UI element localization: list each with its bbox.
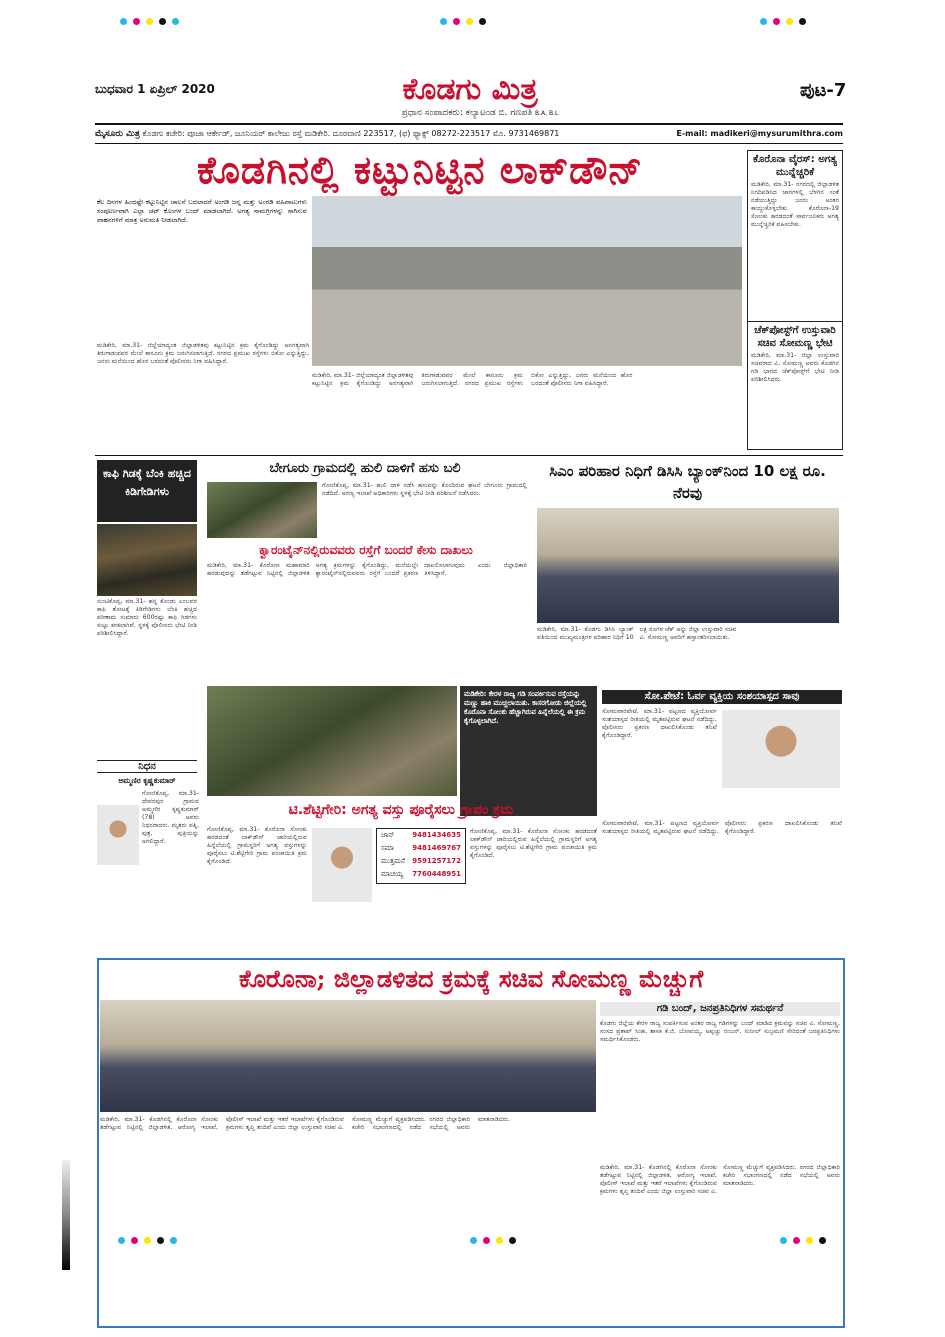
corona-body: ಮಡಿಕೇರಿ, ಮಾ.31- ನಗರದಲ್ಲಿ ಜಿಲ್ಲಾಡಳಿತ ನಿಗದಿಪಡಿಸಿದ ಜಾಗಗಳಲ್ಲಿ ಬೆಳಗಿನ ಸಂತೆ ನಡೆಯುತ್ತಿದ್ದು ಜನರು ಅಂತರ ಕಾಯ್ದುಕೊಳ್ಳಬೇಕು. ಕೊರೊನಾ-19 ಸೋಂಕು ಹರಡದಂತೆ ಸಾರ್ವಜನಿಕರು ಅಗತ್ಯ ಮುನ್ನೆಚ್ಚರಿಕೆ ವಹಿಸಬೇಕು. [751,181,839,228]
border-closure-photo [207,686,457,796]
sidebar-box [747,150,843,450]
meeting-photo [100,1000,596,1112]
contact-phone: 9481469767 [412,844,461,852]
contact-phone: 9481434635 [412,831,461,839]
bottom-headline: ಕೊರೊನಾ; ಜಿಲ್ಲಾಡಳಿತದ ಕ್ರಮಕ್ಕೆ ಸಚಿವ ಸೋಮಣ್ಣ ಮೆಚ್ಚುಗೆ [238,964,704,993]
obituary-title: ನಿಧನ [97,760,197,773]
lead-body-col2: ಮಡಿಕೇರಿ, ಮಾ.31- ಜಿಲ್ಲೆಯಾದ್ಯಂತ ಜಿಲ್ಲಾಡಳಿತವು ಕಟ್ಟುನಿಟ್ಟಿನ ಕ್ರಮ ಕೈಗೊಂಡಿದ್ದು ಅನಗತ್ಯವಾಗಿ ತಿರುಗಾಡುವವರ ಮೇಲೆ ಕಾನೂನು ಕ್ರಮ ಜರುಗಿಸಲಾಗುತ್ತಿದೆ. ನಗರದ ಪ್ರಮುಖ ರಸ್ತೆಗಳು ಬಿಕೋ ಎನ್ನುತ್ತಿದ್ದು, ಜನರು ಮನೆಯಿಂದ ಹೊರ ಬರದಂತೆ ಪೊಲೀಸರು ನಿಗಾ ವಹಿಸಿದ್ದಾರೆ. [312,372,633,387]
office-address: ಕೊಡಗು ಕಚೇರಿ: ಪೂಜಾ ಆರ್ಕೇಡ್, ಜೂನಿಯರ್ ಕಾಲೇಜು ರಸ್ತೆ ಮಡಿಕೇರಿ. ದೂರವಾಣಿ 223517, (ಫ) ಫ್ಯಾಕ್ಸ್ 08272-223517 ಮೊ. 9731469871 [142,129,560,138]
contact-row [377,829,465,842]
infobar-rule [95,143,843,144]
tshettigeri-body-cont: ಗೋಣಿಕೊಪ್ಪ, ಮಾ.31- ಕೊರೊನಾ ಸೋಂಕು ಹರಡದಂತೆ ಲಾಕ್‌ಡೌನ್ ಜಾರಿಯಲ್ಲಿರುವ ಹಿನ್ನೆಲೆಯಲ್ಲಿ ಗ್ರಾಮಸ್ಥರಿಗೆ ಅಗತ್ಯ ವಸ್ತುಗಳನ್ನು ಪೂರೈಸಲು ಟಿ.ಶೆಟ್ಟಿಗೇರಿ ಗ್ರಾಮ ಪಂಚಾಯಿತಿ ಕ್ರಮ ಕೈಗೊಂಡಿದೆ. [470,828,597,859]
deceased-photo [722,710,840,788]
section-rule-1 [95,455,843,456]
cm-relief-body: ಮಡಿಕೇರಿ, ಮಾ.31- ಕೊಡಗು ಡಿಸಿಸಿ ಬ್ಯಾಂಕ್ ವತಿಯಿಂದ ಮುಖ್ಯಮಂತ್ರಿಗಳ ಪರಿಹಾರ ನಿಧಿಗೆ 10 ಲಕ್ಷ ರೂಗಳ ಚೆಕ್ ಅನ್ನು ಜಿಲ್ಲಾ ಉಸ್ತುವಾರಿ ಸಚಿವ ವಿ. ಸೋಮಣ್ಣ ಅವರಿಗೆ ಹಸ್ತಾಂತರಿಸಲಾಯಿತು. [537,626,737,641]
contact-name: ಮಾಚಯ್ಯ [381,870,404,878]
contact-name: ಮುತ್ತಮನೆ [381,857,406,865]
contact-name: ಸಮಾ [381,844,394,852]
office-email: E-mail: madikeri@mysurumithra.com [676,129,843,138]
checkpost-body: ಮಡಿಕೇರಿ, ಮಾ.31- ಜಿಲ್ಲಾ ಉಸ್ತುವಾರಿ ಸಚಿವರಾದ ವಿ. ಸೋಮಣ್ಣ ಅವರು ಕೊಡಗಿನ ಗಡಿ ಭಾಗದ ಚೆಕ್‌ಪೋಸ್ಟ್‌ಗೆ ಭೇಟಿ ನೀಡಿ ಪರಿಶೀಲಿಸಿದರು. [751,352,839,383]
registration-marks-top [120,18,179,25]
newspaper-title: ಕೊಡಗು ಮಿತ್ರ [402,72,538,107]
masthead-rule [95,123,843,125]
color-strip [62,1160,70,1270]
contact-row [377,842,465,855]
editor-degree: B.A, B.L [535,110,559,117]
obituary-body: ಗೋಣಿಕೊಪ್ಪ, ಮಾ.31- ದೇವರಪುರ ಗ್ರಾಮದ ಅಮ್ಮಣಿರ ಕೃಷ್ಣಕುಮಾರ್ (78) ಅವರು ನಿಧನರಾದರು. ಮೃತರು ಪತ್ನಿ, ಪುತ್ರ, ಪುತ್ರಿಯನ್ನು ಅಗಲಿದ್ದಾರೆ. [142,790,199,845]
issue-date: ಬುಧವಾರ 1 ಏಪ್ರಿಲ್ 2020 [95,82,215,96]
contact-row [377,855,465,868]
registration-marks-bottom-center [470,1237,516,1244]
lockdown-street-photo [312,196,742,366]
registration-marks-top-right [760,18,806,25]
coffee-fire-body: ಸುಂಟಿಕೊಪ್ಪ, ಮಾ.31- ಹನ್ನ ಕೊಂಡು ಎಂಬವರ ಕಾಫಿ ತೋಟಕ್ಕೆ ಕಿಡಿಗೇಡಿಗಳು ಬೆಂಕಿ ಹಚ್ಚಿದ ಪರಿಣಾಮ ಸುಮಾರು 600ರಷ್ಟು ಕಾಫಿ ಗಿಡಗಳು ಸುಟ್ಟು ಕರಕಲಾಗಿವೆ. ಸ್ಥಳಕ್ಕೆ ಪೊಲೀಸರು ಭೇಟಿ ನೀಡಿ ಪರಿಶೀಲಿಸಿದ್ದಾರೆ. [97,598,197,637]
tshettigeri-body: ಗೋಣಿಕೊಪ್ಪ, ಮಾ.31- ಕೊರೊನಾ ಸೋಂಕು ಹರಡದಂತೆ ಲಾಕ್‌ಡೌನ್ ಜಾರಿಯಲ್ಲಿರುವ ಹಿನ್ನೆಲೆಯಲ್ಲಿ ಗ್ರಾಮಸ್ಥರಿಗೆ ಅಗತ್ಯ ವಸ್ತುಗಳನ್ನು ಪೂರೈಸಲು ಟಿ.ಶೆಟ್ಟಿಗೇರಿ ಗ್ರಾಮ ಪಂಚಾಯಿತಿ ಕ್ರಮ ಕೈಗೊಂಡಿದೆ. [207,826,307,865]
contact-phone: 7760448951 [412,870,461,878]
editor-name: ಪ್ರಧಾನ ಸಂಪಾದಕರು: ಕಲ್ಯಾಟಂಡ ಬಿ. ಗಣಪತಿ [401,108,533,118]
sub-title: ಗಡಿ ಬಂದ್, ಜನಪ್ರತಿನಿಧಿಗಳ ಸಮರ್ಥನೆ [600,1002,840,1016]
cm-relief-photo [537,508,839,623]
sub-body: ಕೊಡಗು ಜಿಲ್ಲೆಯ ಕೇರಳ ರಾಜ್ಯ ಸಂಪರ್ಕಿಸುವ ಅಂತರ ರಾಜ್ಯ ಗಡಿಗಳನ್ನು ಬಂದ್ ಮಾಡಿದ ಕ್ರಮವನ್ನು ಸಚಿವ ವಿ. ಸೋಮಣ್ಣ, ಸಂಸದ ಪ್ರತಾಪ್ ಸಿಂಹ, ಶಾಸಕ ಕೆ.ಜಿ. ಬೋಪಯ್ಯ, ಅಪ್ಪಚ್ಚು ರಂಜನ್, ಸುನೀಲ್ ಸುಬ್ರಮಣಿ ಸೇರಿದಂತೆ ಜನಪ್ರತಿನಿಧಿಗಳು ಸಮರ್ಥಿಸಿಕೊಂಡರು. [600,1020,840,1043]
office-info-bar [95,126,843,142]
contacts-table [376,828,466,884]
tiger-photo [207,482,317,538]
tshettigeri-title: ಟಿ.ಶೆಟ್ಟಿಗೇರಿ: ಅಗತ್ಯ ವಸ್ತು ಪೂರೈಸಲು ಗ್ರಾಪಂ ಕ್ರಮ [288,802,514,818]
death-title: ಸೋ.ಪೇಟೆ: ಓರ್ವ ವ್ಯಕ್ತಿಯ ಸಂಶಯಾಸ್ಪದ ಸಾವು [602,690,842,704]
death-body-cont: ಸೋಮವಾರಪೇಟೆ, ಮಾ.31- ಪಟ್ಟಣದ ವ್ಯಕ್ತಿಯೋರ್ವ ಸಂಶಯಾಸ್ಪದ ರೀತಿಯಲ್ಲಿ ಮೃತಪಟ್ಟಿರುವ ಘಟನೆ ನಡೆದಿದ್ದು, ಪೊಲೀಸರು ಪ್ರಕರಣ ದಾಖಲಿಸಿಕೊಂಡು ತನಿಖೆ ಕೈಗೊಂಡಿದ್ದಾರೆ. [602,820,842,835]
tshettigeri-photo [312,828,372,902]
obituary-name: ಅಮ್ಮಣಿರ ಕೃಷ್ಣಕುಮಾರ್ [118,776,176,785]
death-body: ಸೋಮವಾರಪೇಟೆ, ಮಾ.31- ಪಟ್ಟಣದ ವ್ಯಕ್ತಿಯೋರ್ವ ಸಂಶಯಾಸ್ಪದ ರೀತಿಯಲ್ಲಿ ಮೃತಪಟ್ಟಿರುವ ಘಟನೆ ನಡೆದಿದ್ದು, ಪೊಲೀಸರು ಪ್ರಕರಣ ದಾಖಲಿಸಿಕೊಂಡು ತನಿಖೆ ಕೈಗೊಂಡಿದ್ದಾರೆ. [602,708,717,739]
cm-relief-title: ಸಿಎಂ ಪರಿಹಾರ ನಿಧಿಗೆ ಡಿಸಿಸಿ ಬ್ಯಾಂಕ್‌ನಿಂದ 10 ಲಕ್ಷ ರೂ. ನೆರವು [549,462,826,502]
contact-row [377,868,465,881]
quarantine-body: ಮಡಿಕೇರಿ, ಮಾ.31- ಕೊರೊನಾ ಮಹಾಮಾರಿ ಹರಡುವುದನ್ನು ತಡೆಗಟ್ಟುವ ನಿಟ್ಟಿನಲ್ಲಿ ಜಿಲ್ಲಾಡಳಿತ ಅಗತ್ಯ ಕ್ರಮಗಳನ್ನು ಕೈಗೊಂಡಿದ್ದು, ಮನೆಯಲ್ಲೇ ಕ್ವಾರಂಟೈನ್‌ನಲ್ಲಿರುವವರು ರಸ್ತೆಗೆ ಬಂದರೆ ಪ್ರಕರಣ ದಾಖಲಿಸಲಾಗುವುದು ಎಂದು ಜಿಲ್ಲಾಧಿಕಾರಿ ತಿಳಿಸಿದ್ದಾರೆ. [207,562,527,577]
lead-body-col1: ಮಡಿಕೇರಿ, ಮಾ.31- ಜಿಲ್ಲೆಯಾದ್ಯಂತ ಜಿಲ್ಲಾಡಳಿತವು ಕಟ್ಟುನಿಟ್ಟಿನ ಕ್ರಮ ಕೈಗೊಂಡಿದ್ದು ಅನಗತ್ಯವಾಗಿ ತಿರುಗಾಡುವವರ ಮೇಲೆ ಕಾನೂನು ಕ್ರಮ ಜರುಗಿಸಲಾಗುತ್ತಿದೆ. ನಗರದ ಪ್ರಮುಖ ರಸ್ತೆಗಳು ಬಿಕೋ ಎನ್ನುತ್ತಿದ್ದು, ಜನರು ಮನೆಯಿಂದ ಹೊರ ಬರದಂತೆ ಪೊಲೀಸರು ನಿಗಾ ವಹಿಸಿದ್ದಾರೆ. [97,342,309,365]
lead-intro: ಕೆಲ ದಿನಗಳ ಹಿಂದಷ್ಟೇ ಕಟ್ಟುನಿಟ್ಟಿನ ಚಾಲನೆ ಬದಲಾದರೆ ಅಂಗಡಿ ಜನ್ನ ಮತ್ತು ಅಂಗಡಿ ವಹಿವಾಟುಗಳು ಸಂಪೂರ್ಣವಾಗಿ ಎಲ್ಲಾ ಚಟ್ ಕೊಂಗಳ ಬಂದ್ ಮಾಡಲಾಗಿದೆ. ಅಗತ್ಯ ಸಾಮಗ್ರಿಗಳನ್ನು ಸಾಗಿಸುವ ವಾಹನಗಳಿಗೆ ಮಾತ್ರ ಅನುಮತಿ ನೀಡಲಾಗಿದೆ. [97,198,307,224]
lead-headline: ಕೊಡಗಿನಲ್ಲಿ ಕಟ್ಟುನಿಟ್ಟಿನ ಲಾಕ್‌ಡೌನ್ [197,147,643,192]
coffee-fire-photo [97,524,197,596]
coffee-fire-title: ಕಾಫಿ ಗಿಡಕ್ಕೆ ಬೆಂಕಿ ಹಚ್ಚಿದ ಕಿಡಿಗೇಡಿಗಳು [97,460,197,522]
obituary-photo [97,805,139,865]
bottom-body: ಮಡಿಕೇರಿ, ಮಾ.31- ಕೊಡಗಿನಲ್ಲಿ ಕೊರೊನಾ ಸೋಂಕು ತಡೆಗಟ್ಟುವ ನಿಟ್ಟಿನಲ್ಲಿ ಜಿಲ್ಲಾಡಳಿತ, ಆರೋಗ್ಯ ಇಲಾಖೆ, ಪೊಲೀಸ್ ಇಲಾಖೆ ಮತ್ತು ಇತರೆ ಇಲಾಖೆಗಳು ಕೈಗೊಂಡಿರುವ ಕ್ರಮಗಳು ತೃಪ್ತಿ ತಂದಿವೆ ಎಂದು ಜಿಲ್ಲಾ ಉಸ್ತುವಾರಿ ಸಚಿವ ವಿ. ಸೋಮಣ್ಣ ಮೆಚ್ಚುಗೆ ವ್ಯಕ್ತಪಡಿಸಿದರು. ನಗರದ ಜಿಲ್ಲಾಧಿಕಾರಿ ಕಚೇರಿ ಸಭಾಂಗಣದಲ್ಲಿ ನಡೆದ ಸಭೆಯಲ್ಲಿ ಅವರು ಮಾತನಾಡಿದರು. [100,1116,511,1131]
registration-marks-bottom-right [780,1237,826,1244]
bottom-body-cont: ಮಡಿಕೇರಿ, ಮಾ.31- ಕೊಡಗಿನಲ್ಲಿ ಕೊರೊನಾ ಸೋಂಕು ತಡೆಗಟ್ಟುವ ನಿಟ್ಟಿನಲ್ಲಿ ಜಿಲ್ಲಾಡಳಿತ, ಆರೋಗ್ಯ ಇಲಾಖೆ, ಪೊಲೀಸ್ ಇಲಾಖೆ ಮತ್ತು ಇತರೆ ಇಲಾಖೆಗಳು ಕೈಗೊಂಡಿರುವ ಕ್ರಮಗಳು ತೃಪ್ತಿ ತಂದಿವೆ ಎಂದು ಜಿಲ್ಲಾ ಉಸ್ತುವಾರಿ ಸಚಿವ ವಿ. ಸೋಮಣ್ಣ ಮೆಚ್ಚುಗೆ ವ್ಯಕ್ತಪಡಿಸಿದರು. ನಗರದ ಜಿಲ್ಲಾಧಿಕಾರಿ ಕಚೇರಿ ಸಭಾಂಗಣದಲ್ಲಿ ನಡೆದ ಸಭೆಯಲ್ಲಿ ಅವರು ಮಾತನಾಡಿದರು. [600,1164,840,1195]
brand-name: ಮೈಸೂರು ಮಿತ್ರ [95,129,140,139]
checkpost-title: ಚೆಕ್‌ಪೋಸ್ಟ್‌ಗೆ ಉಸ್ತುವಾರಿ ಸಚಿವ ಸೋಮಣ್ಣ ಭೇಟಿ [748,321,842,352]
registration-marks-bottom [118,1237,177,1244]
contact-phone: 9591257172 [412,857,461,865]
quarantine-title: ಕ್ವಾರಂಟೈನ್‌ನಲ್ಲಿರುವವರು ರಸ್ತೆಗೆ ಬಂದರೆ ಕೇಸು ದಾಖಲು [259,543,473,557]
tiger-title: ಬೇಗೂರು ಗ್ರಾಮದಲ್ಲಿ ಹುಲಿ ದಾಳಿಗೆ ಹಸು ಬಲಿ [269,461,461,476]
border-closure-caption: ಮಡಿಕೇರಿ: ಕೇರಳ ರಾಜ್ಯ ಗಡಿ ಸಂಪರ್ಕಿಸುವ ರಸ್ತೆಯನ್ನು ಮಣ್ಣು ಹಾಕಿ ಮುಚ್ಚಲಾಯಿತು. ಕಾಸರಗೋಡು ಜಿಲ್ಲೆಯಲ್ಲಿ ಕೊರೊನಾ ಸೋಂಕು ಹೆಚ್ಚಾಗಿರುವ ಹಿನ್ನೆಲೆಯಲ್ಲಿ ಈ ಕ್ರಮ ಕೈಗೊಳ್ಳಲಾಗಿದೆ. [460,686,597,816]
page-number: ಪುಟ-7 [800,80,847,101]
tiger-body: ಗೋಣಿಕೊಪ್ಪ, ಮಾ.31- ಹುಲಿ ದಾಳಿ ನಡೆಸಿ ಹಸುವನ್ನು ಕೊಂದಿರುವ ಘಟನೆ ಬೇಗೂರು ಗ್ರಾಮದಲ್ಲಿ ನಡೆದಿದೆ. ಅರಣ್ಯ ಇಲಾಖೆ ಅಧಿಕಾರಿಗಳು ಸ್ಥಳಕ್ಕೆ ಭೇಟಿ ನೀಡಿ ಪರಿಶೀಲನೆ ನಡೆಸಿದರು. [322,482,527,497]
corona-title: ಕೊರೊನಾ ವೈರಸ್: ಅಗತ್ಯ ಮುನ್ನೆಚ್ಚರಿಕೆ [753,154,837,178]
registration-marks-top-center [440,18,486,25]
editor-line [330,108,630,118]
contact-name: ಜಾನ್ [381,831,395,839]
